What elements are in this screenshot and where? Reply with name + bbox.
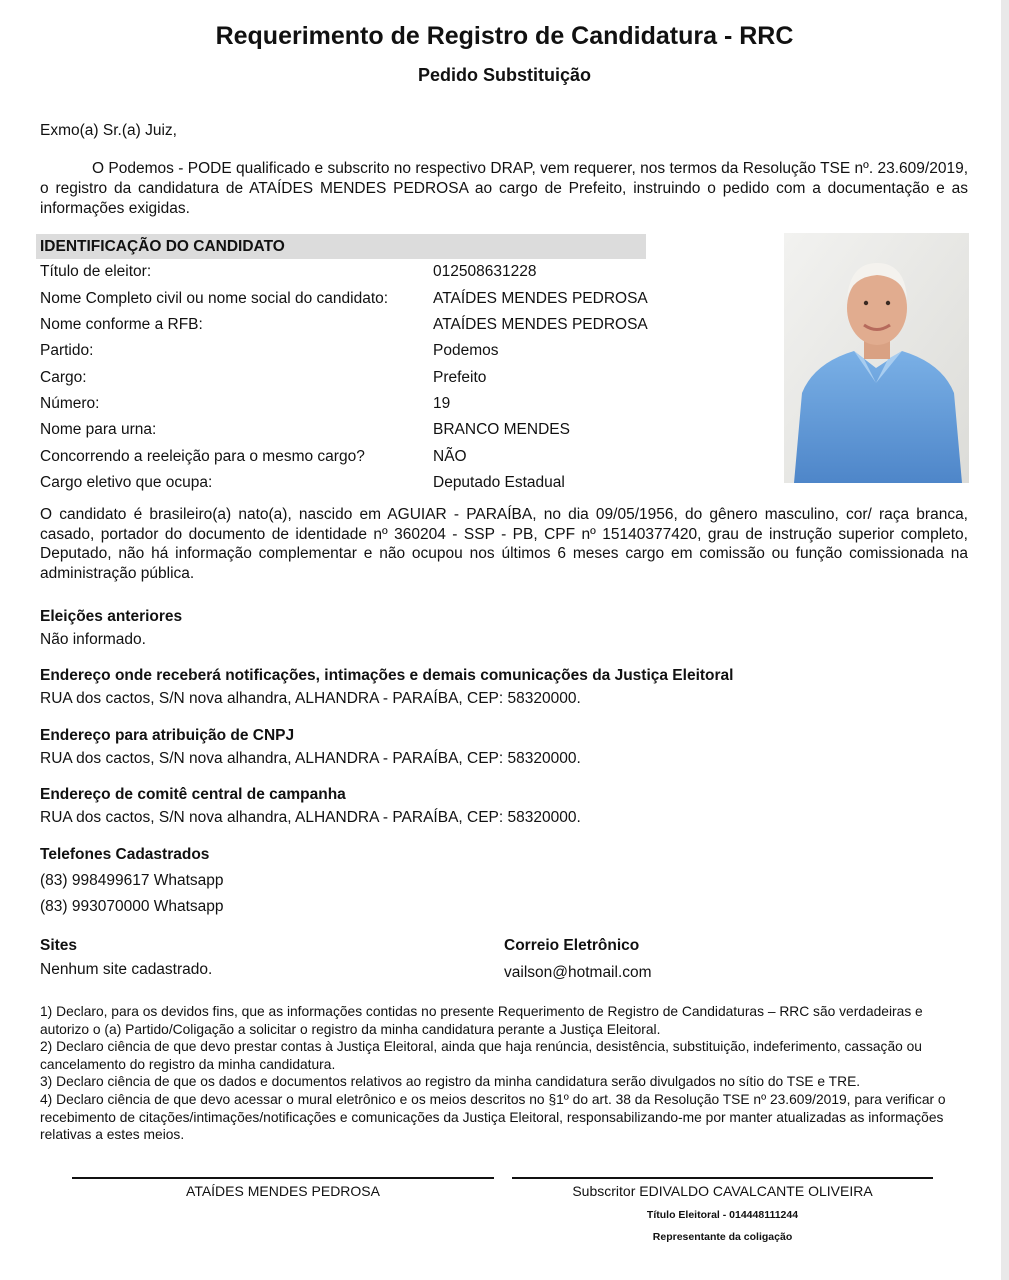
intro-paragraph: O Podemos - PODE qualificado e subscrito no respectivo DRAP, vem requerer, nos termos da Resolução TSE nº. 23.609/2019, o registro da candidatura de ATAÍDES MENDES PEDROSA ao cargo de Prefeito, instruindo o pedido com a documentação e as informações exigidas. — [40, 160, 968, 217]
phones-title: Telefones Cadastrados — [40, 846, 210, 863]
subscriber-role: Representante da coligação — [652, 1231, 793, 1243]
candidate-signature-name: ATAÍDES MENDES PEDROSA — [186, 1183, 380, 1199]
declaration-item: 3) Declaro ciência de que os dados e documentos relativos ao registro da minha candidatura serão divulgados no sítio do TSE e TRE. — [40, 1074, 861, 1090]
field-value: ATAÍDES MENDES PEDROSA — [433, 316, 648, 333]
identification-header: IDENTIFICAÇÃO DO CANDIDATO — [36, 234, 646, 259]
phone-item: (83) 998499617 Whatsapp — [40, 872, 224, 889]
notification-address-text: RUA dos cactos, S/N nova alhandra, ALHANDRA - PARAÍBA, CEP: 58320000. — [40, 690, 581, 707]
committee-address-title: Endereço de comitê central de campanha — [40, 786, 346, 803]
salutation: Exmo(a) Sr.(a) Juiz, — [40, 122, 177, 139]
field-label: Título de eleitor: — [40, 263, 152, 280]
declaration-item: 4) Declaro ciência de que devo acessar o mural eletrônico e os meios descritos no §1º do art. 38 da Resolução TSE nº 23.609/2019, para verificar o recebimento de citações/intimações/notificações e comunicações da Justiça Eleitoral, responsabilizando-me por manter atualizadas as informações relativas a estes meios. — [40, 1091, 946, 1143]
page-edge — [1001, 0, 1009, 1280]
sites-text: Nenhum site cadastrado. — [40, 961, 213, 978]
phone-item: (83) 993070000 Whatsapp — [40, 898, 224, 915]
field-label: Nome conforme a RFB: — [40, 316, 203, 333]
field-value: Prefeito — [433, 369, 487, 386]
email-title: Correio Eletrônico — [504, 937, 640, 954]
declarations — [40, 1003, 968, 1144]
field-label: Cargo eletivo que ocupa: — [40, 474, 213, 491]
declaration-item: 1) Declaro, para os devidos fins, que as informações contidas no presente Requerimento de Registro de Candidaturas – RRC são verdadeiras e autorizo o (a) Partido/Coligação a solicitar o registro da minha candidatura perante a Justiça Eleitoral. — [40, 1004, 923, 1037]
subscriber-voter-id: Título Eleitoral - 014448111244 — [646, 1209, 799, 1221]
subscriber-signature-name: Subscritor EDIVALDO CAVALCANTE OLIVEIRA — [572, 1183, 873, 1199]
declaration-item: 2) Declaro ciência de que devo prestar contas à Justiça Eleitoral, ainda que haja renúncia, desistência, substituição, indeferimento, cassação ou cancelamento do registro da minha candidatura. — [40, 1039, 922, 1072]
field-value: 012508631228 — [433, 263, 537, 280]
email-text: vailson@hotmail.com — [504, 964, 652, 981]
committee-address-text: RUA dos cactos, S/N nova alhandra, ALHANDRA - PARAÍBA, CEP: 58320000. — [40, 809, 581, 826]
field-value: Deputado Estadual — [433, 474, 565, 491]
field-label: Número: — [40, 395, 100, 412]
field-label: Partido: — [40, 342, 94, 359]
document-subtitle: Pedido Substituição — [417, 65, 591, 85]
field-value: 19 — [433, 395, 451, 412]
candidate-photo — [784, 233, 969, 483]
previous-elections-title: Eleições anteriores — [40, 608, 183, 625]
cnpj-address-title: Endereço para atribuição de CNPJ — [40, 727, 295, 744]
document-title: Requerimento de Registro de Candidatura - RRC — [215, 22, 794, 50]
field-value: NÃO — [433, 448, 467, 465]
candidate-signature-line — [72, 1177, 494, 1179]
field-label: Cargo: — [40, 369, 87, 386]
subscriber-signature-line — [512, 1177, 933, 1179]
notification-address-title: Endereço onde receberá notificações, intimações e demais comunicações da Justiça Eleitoral — [40, 667, 734, 684]
field-value: ATAÍDES MENDES PEDROSA — [433, 290, 648, 307]
previous-elections-text: Não informado. — [40, 631, 146, 648]
field-label: Concorrendo a reeleição para o mesmo cargo? — [40, 448, 365, 465]
cnpj-address-text: RUA dos cactos, S/N nova alhandra, ALHANDRA - PARAÍBA, CEP: 58320000. — [40, 750, 581, 767]
field-value: Podemos — [433, 342, 499, 359]
candidate-bio: O candidato é brasileiro(a) nato(a), nascido em AGUIAR - PARAÍBA, no dia 09/05/1956, do gênero masculino, cor/ raça branca, casado, portador do documento de identidade nº 360204 - SSP - PB, CPF nº 15140377420, grau de instrução superior completo, Deputado, não há informação complementar e não ocupou nos últimos 6 meses cargo em comissão ou função comissionada na administração pública. — [40, 506, 968, 582]
sites-title: Sites — [40, 937, 78, 954]
field-label: Nome Completo civil ou nome social do candidato: — [40, 290, 389, 307]
field-value: BRANCO MENDES — [433, 421, 570, 438]
field-label: Nome para urna: — [40, 421, 157, 438]
